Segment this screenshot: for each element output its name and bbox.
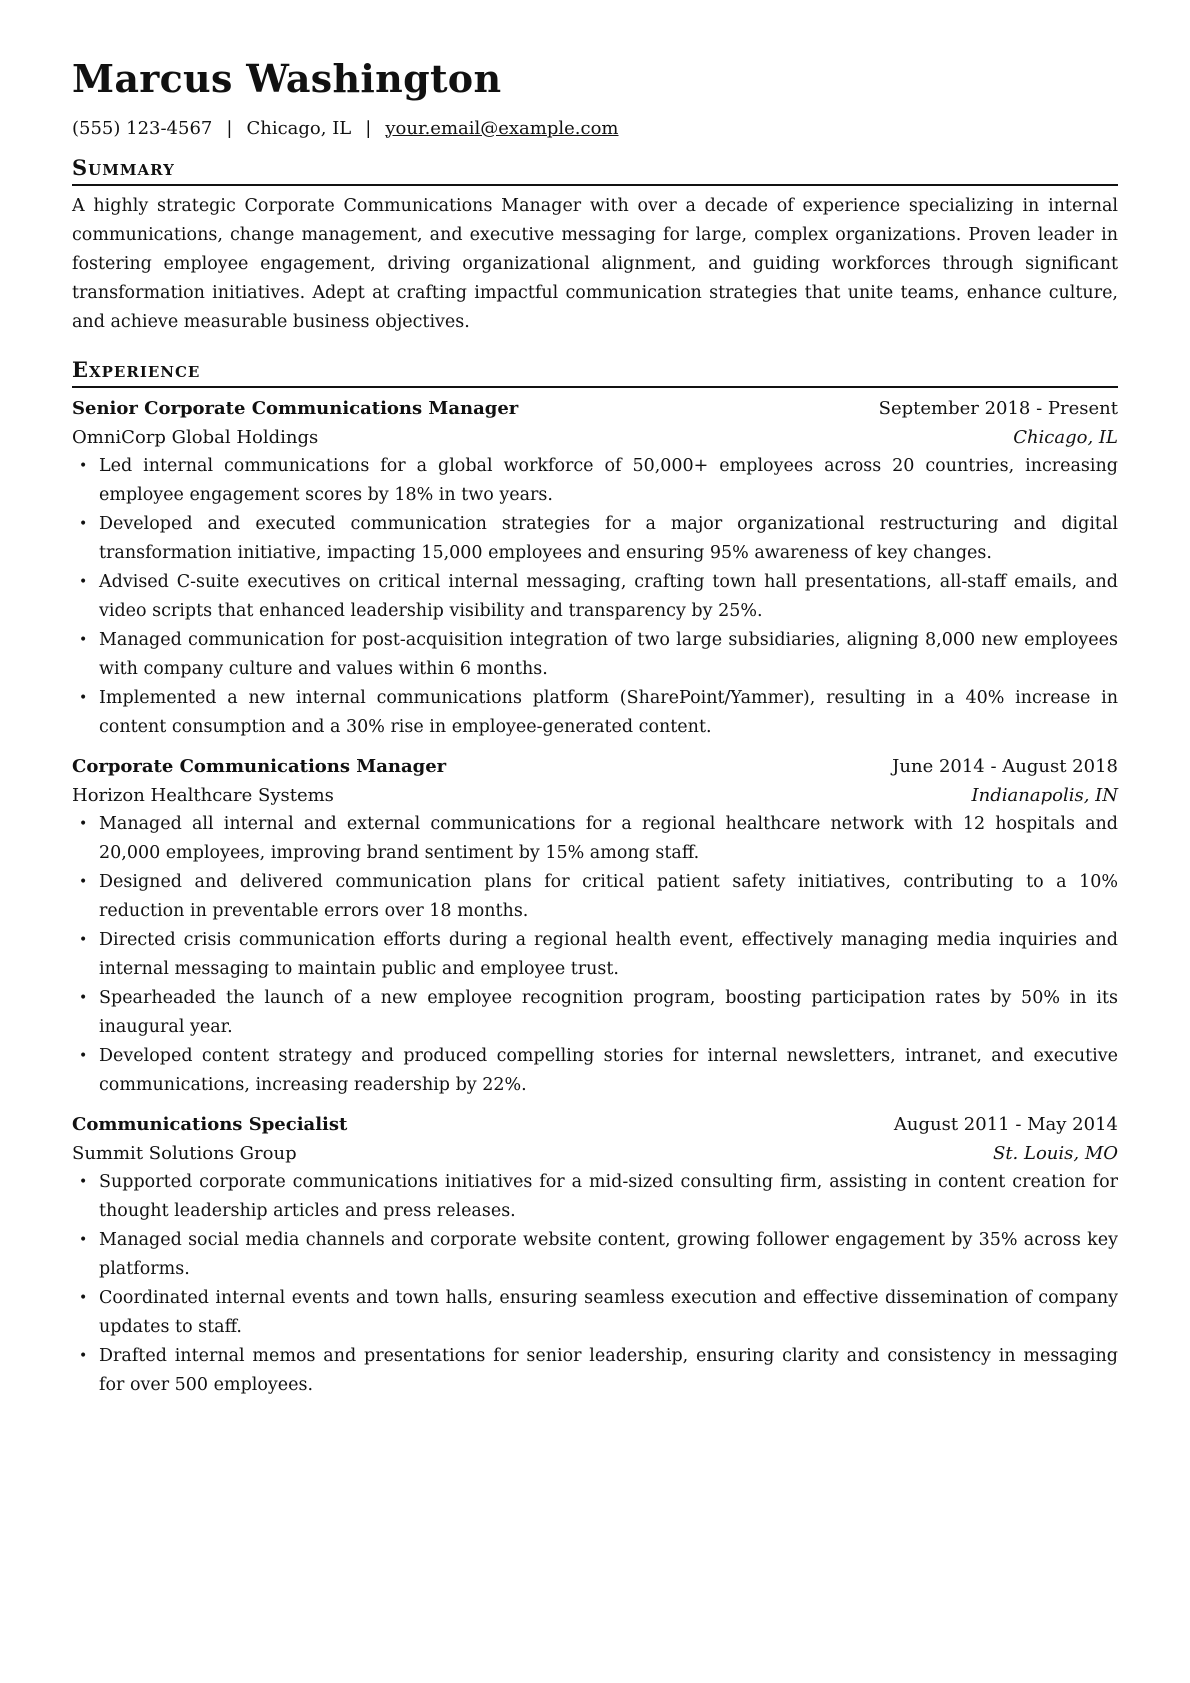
candidate-name: Marcus Washington xyxy=(72,56,502,101)
experience-list xyxy=(72,394,1118,1400)
summary-heading: Summary xyxy=(72,155,1118,186)
bullet-item xyxy=(72,1342,1118,1400)
email-link[interactable]: your.email@example.com xyxy=(385,117,619,139)
job-entry xyxy=(72,394,1118,742)
job-entry xyxy=(72,1110,1118,1400)
job-company-row xyxy=(72,1139,1118,1168)
job-bullets xyxy=(72,810,1118,1100)
job-company-row xyxy=(72,781,1118,810)
bullet-item xyxy=(72,568,1118,626)
bullet-icon: • xyxy=(79,874,88,891)
bullet-item xyxy=(72,810,1118,868)
job-bullets xyxy=(72,452,1118,742)
bullet-item xyxy=(72,1168,1118,1226)
bullet-text: Directed crisis communication efforts during a regional health event, effectively managing media inquiries and internal messaging to maintain public and employee trust. xyxy=(99,930,1118,980)
bullet-text: Coordinated internal events and town halls, ensuring seamless execution and effective dissemination of company updates to staff. xyxy=(99,1288,1118,1338)
bullet-item xyxy=(72,452,1118,510)
job-company: Summit Solutions Group xyxy=(72,1143,297,1165)
bullet-icon: • xyxy=(79,516,88,533)
bullet-text: Managed social media channels and corporate website content, growing follower engagement by 35% across key platforms. xyxy=(99,1230,1118,1280)
bullet-text: Drafted internal memos and presentations for senior leadership, ensuring clarity and consistency in messaging for over 500 employees. xyxy=(99,1346,1118,1396)
bullet-text: Advised C-suite executives on critical internal messaging, crafting town hall presentations, all-staff emails, and video scripts that enhanced leadership visibility and transparency by 25%. xyxy=(99,572,1118,622)
bullet-icon: • xyxy=(79,458,88,475)
job-company: Horizon Healthcare Systems xyxy=(72,785,334,807)
job-bullets xyxy=(72,1168,1118,1400)
bullet-icon: • xyxy=(79,1174,88,1191)
bullet-icon: • xyxy=(79,690,88,707)
bullet-item xyxy=(72,1284,1118,1342)
bullet-icon: • xyxy=(79,1290,88,1307)
phone-number: (555) 123-4567 xyxy=(72,117,213,139)
bullet-icon: • xyxy=(79,1232,88,1249)
bullet-icon: • xyxy=(79,816,88,833)
bullet-text: Led internal communications for a global workforce of 50,000+ employees across 20 countries, increasing employee engagement scores by 18% in two years. xyxy=(99,456,1118,506)
bullet-icon: • xyxy=(79,1048,88,1065)
job-dates: August 2011 - May 2014 xyxy=(893,1114,1118,1136)
job-title: Senior Corporate Communications Manager xyxy=(72,398,519,420)
bullet-icon: • xyxy=(79,574,88,591)
bullet-icon: • xyxy=(79,632,88,649)
bullet-item xyxy=(72,626,1118,684)
job-header-row xyxy=(72,1110,1118,1139)
job-company: OmniCorp Global Holdings xyxy=(72,427,319,449)
bullet-icon: • xyxy=(79,1348,88,1365)
summary-text: A highly strategic Corporate Communications Manager with over a decade of experience specializing in internal communications, change management, and executive messaging for large, complex organizations. Proven leader in fostering employee engagement, driving organizational alignment, and guiding workforces through significant transformation initiatives. Adept at crafting impactful communication strategies that unite teams, enhance culture, and achieve measurable business objectives. xyxy=(72,195,1118,332)
bullet-item xyxy=(72,684,1118,742)
bullet-item xyxy=(72,984,1118,1042)
bullet-item xyxy=(72,868,1118,926)
job-entry xyxy=(72,752,1118,1100)
job-dates: June 2014 - August 2018 xyxy=(892,756,1118,778)
bullet-item xyxy=(72,926,1118,984)
contact-separator: | xyxy=(365,117,372,139)
bullet-text: Designed and delivered communication plans for critical patient safety initiatives, contributing to a 10% reduction in preventable errors over 18 months. xyxy=(99,872,1118,922)
job-title: Communications Specialist xyxy=(72,1114,348,1136)
bullet-text: Developed and executed communication strategies for a major organizational restructuring and digital transformation initiative, impacting 15,000 employees and ensuring 95% awareness of key changes. xyxy=(99,514,1118,564)
job-location: Chicago, IL xyxy=(1013,427,1118,449)
bullet-icon: • xyxy=(79,932,88,949)
job-header-row xyxy=(72,752,1118,781)
job-title: Corporate Communications Manager xyxy=(72,756,447,778)
bullet-item xyxy=(72,510,1118,568)
bullet-text: Developed content strategy and produced compelling stories for internal newsletters, intranet, and executive communications, increasing readership by 22%. xyxy=(99,1046,1118,1096)
bullet-text: Supported corporate communications initiatives for a mid-sized consulting firm, assisting in content creation for thought leadership articles and press releases. xyxy=(99,1172,1118,1222)
experience-heading: Experience xyxy=(72,357,1118,388)
bullet-text: Managed all internal and external communications for a regional healthcare network with 12 hospitals and 20,000 employees, improving brand sentiment by 15% among staff. xyxy=(99,814,1118,864)
job-location: St. Louis, MO xyxy=(992,1143,1118,1165)
job-dates: September 2018 - Present xyxy=(878,398,1118,420)
bullet-item xyxy=(72,1226,1118,1284)
bullet-text: Implemented a new internal communications platform (SharePoint/Yammer), resulting in a 40% increase in content consumption and a 30% rise in employee-generated content. xyxy=(99,688,1118,738)
job-company-row xyxy=(72,423,1118,452)
contact-line xyxy=(72,116,1118,141)
bullet-icon: • xyxy=(79,990,88,1007)
job-header-row xyxy=(72,394,1118,423)
contact-location: Chicago, IL xyxy=(246,117,352,139)
bullet-text: Managed communication for post-acquisition integration of two large subsidiaries, aligning 8,000 new employees with company culture and values within 6 months. xyxy=(99,630,1118,680)
bullet-item xyxy=(72,1042,1118,1100)
job-location: Indianapolis, IN xyxy=(971,785,1118,807)
contact-separator: | xyxy=(226,117,233,139)
bullet-text: Spearheaded the launch of a new employee recognition program, boosting participation rates by 50% in its inaugural year. xyxy=(99,988,1118,1038)
